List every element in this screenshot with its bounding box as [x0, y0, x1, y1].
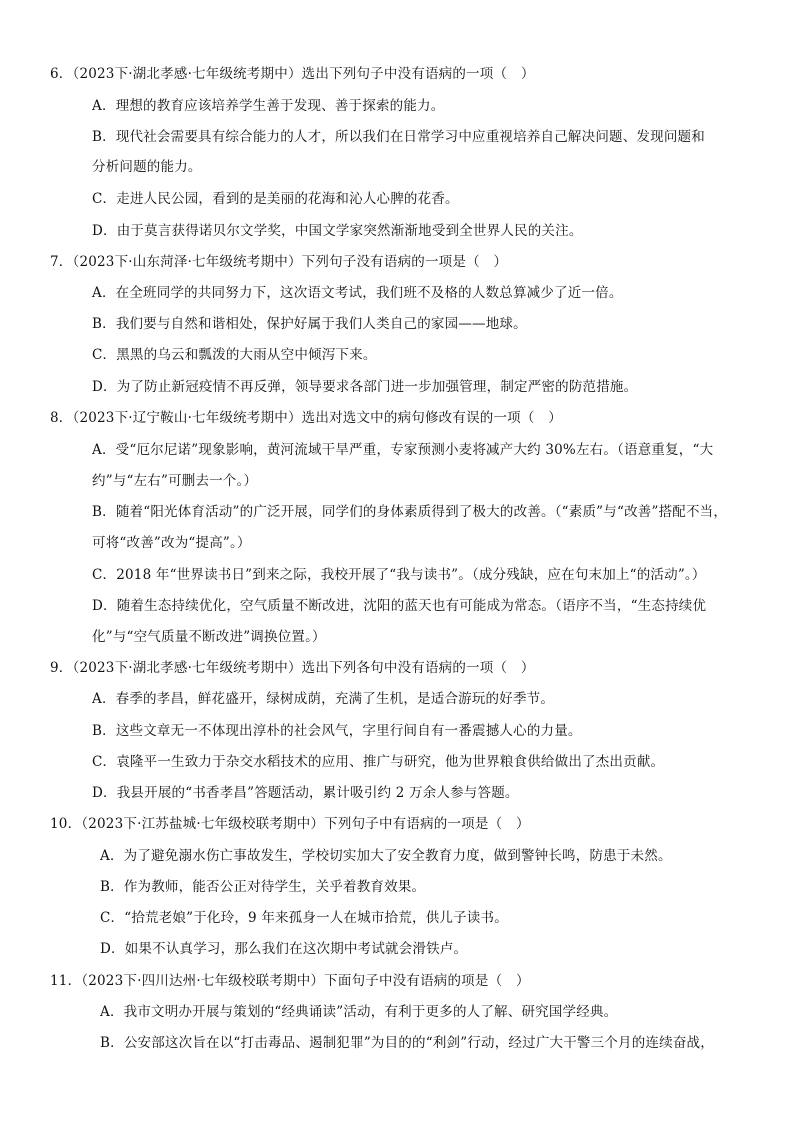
question-8-option-d-cont: 化”与“空气质量不断改进”调换位置。） [92, 629, 326, 645]
question-9-option-b: B．这些文章无一不体现出淳朴的社会风气，字里行间自有一番震撼人心的力量。 [92, 723, 582, 739]
question-9-option-d: D．我县开展的“书香孝昌”答题活动，累计吸引约 2 万余人参与答题。 [92, 785, 519, 801]
question-11-option-b: B．公安部这次旨在以“打击毒品、遏制犯罪”为目的的“利剑”行动，经过广大干警三个月的连续奋战， [100, 1035, 714, 1051]
question-7-option-d: D．为了防止新冠疫情不再反弹，领导要求各部门进一步加强管理，制定严密的防范措施。 [92, 379, 638, 395]
question-9-option-a: A．春季的孝昌，鲜花盛开，绿树成荫，充满了生机，是适合游玩的好季节。 [92, 691, 555, 707]
question-7-option-a: A．在全班同学的共同努力下，这次语文考试，我们班不及格的人数总算减少了近一倍。 [92, 285, 623, 301]
question-6-option-d: D．由于莫言获得诺贝尔文学奖，中国文学家突然渐渐地受到全世界人民的关注。 [92, 223, 583, 239]
question-8-option-a-cont: 约”与“左右”可删去一个。） [92, 473, 258, 489]
question-6-option-b: B．现代社会需要具有综合能力的人才，所以我们在日常学习中应重视培养自己解决问题、发现问题和 [92, 129, 705, 145]
question-8-option-b-cont: 可将“改善”改为“提高”。） [92, 535, 251, 551]
question-7-option-c: C．黑黑的乌云和瓢泼的大雨从空中倾泻下来。 [92, 347, 377, 363]
question-10-option-b: B．作为教师，能否公正对待学生，关乎着教育效果。 [100, 879, 426, 895]
question-7-option-b: B．我们要与自然和谐相处，保护好属于我们人类自己的家园——地球。 [92, 316, 527, 332]
question-6-option-b-cont: 分析问题的能力。 [92, 159, 202, 175]
question-6-option-c: C．走进人民公园，看到的是美丽的花海和沁人心脾的花香。 [92, 191, 459, 207]
question-6-stem: 6．（2023下·湖北孝感·七年级统考期中）选出下列句子中没有语病的一项（ ） [50, 66, 535, 82]
question-8-option-d: D．随着生态持续优化，空气质量不断改进，沈阳的蓝天也有可能成为常态。（语序不当，“生态持续优 [92, 598, 707, 614]
question-11-stem: 11．（2023下·四川达州·七年级校联考期中）下面句子中没有语病的项是（ ） [50, 973, 530, 989]
question-10-stem: 10．（2023下·江苏盐城·七年级校联考期中）下列句子中有语病的一项是（ ） [50, 816, 530, 832]
question-8-option-a: A．受“厄尔尼诺”现象影响，黄河流域干旱严重，专家预测小麦将减产大约 30%左右。（语意重复，“大 [92, 442, 714, 458]
question-8-option-c: C．2018 年“世界读书日”到来之际，我校开展了“我与读书”。（成分残缺，应在句末加上“的活动”。） [92, 567, 706, 583]
question-10-option-a: A．为了避免溺水伤亡事故发生，学校切实加大了安全教育力度，做到警钟长鸣，防患于未然。 [100, 848, 672, 864]
question-9-stem: 9．（2023下·湖北孝感·七年级统考期中）选出下列各句中没有语病的一项（ ） [50, 660, 535, 676]
question-7-stem: 7．（2023下·山东菏泽·七年级统考期中）下列句子没有语病的一项是（ ） [50, 254, 508, 270]
question-11-option-a: A．我市文明办开展与策划的“经典诵读”活动，有利于更多的人了解、研究国学经典。 [100, 1004, 618, 1020]
question-8-option-b: B．随着“阳光体育活动”的广泛开展，同学们的身体素质得到了极大的改善。（“素质”与“改善”搭配不当， [92, 504, 728, 520]
question-9-option-c: C．袁隆平一生致力于杂交水稻技术的应用、推广与研究，他为世界粮食供给做出了杰出贡献。 [92, 754, 665, 770]
question-10-option-d: D．如果不认真学习，那么我们在这次期中考试就会滑铁卢。 [100, 941, 468, 957]
question-10-option-c: C．“拾荒老娘”于化玲，9 年来孤身一人在城市拾荒，供儿子读书。 [100, 910, 508, 926]
question-6-option-a: A．理想的教育应该培养学生善于发现、善于探索的能力。 [92, 98, 445, 114]
question-8-stem: 8．（2023下·辽宁鞍山·七年级统考期中）选出对选文中的病句修改有误的一项（ ） [50, 410, 562, 426]
